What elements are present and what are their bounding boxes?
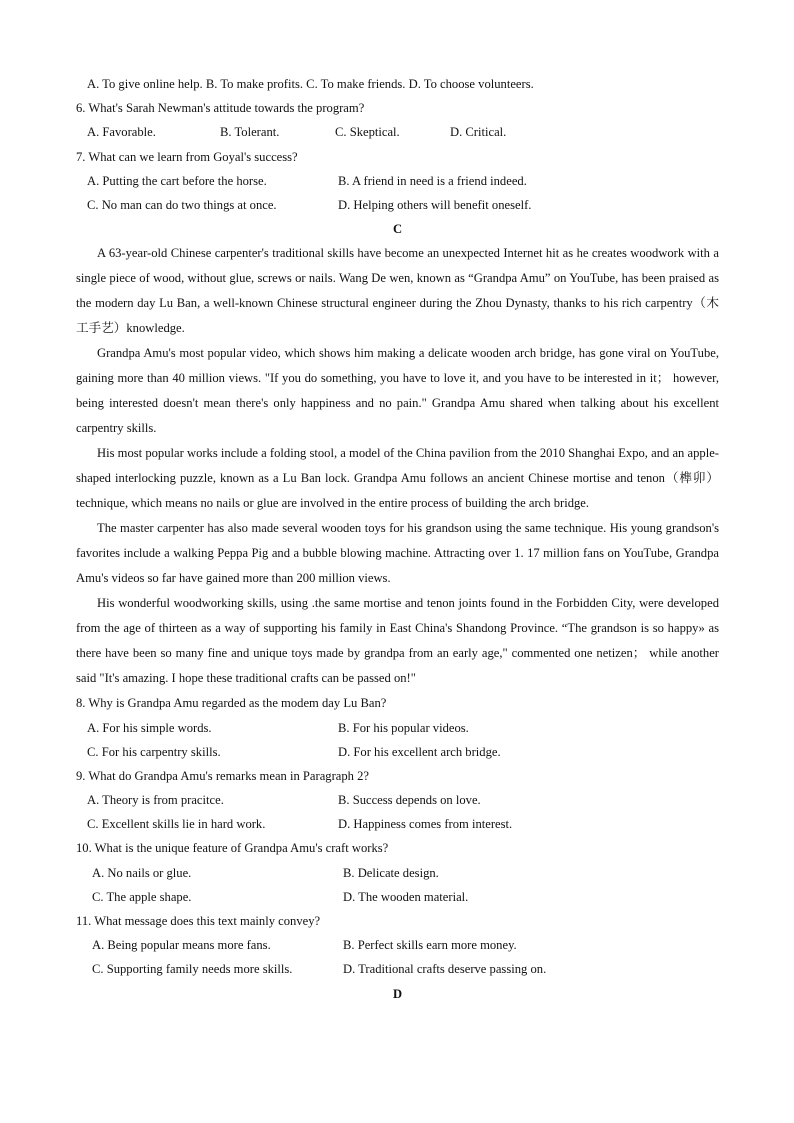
- q7-option-c: C. No man can do two things at once.: [87, 197, 277, 212]
- q6-option-b: B. Tolerant.: [220, 125, 280, 140]
- q10-option-a: A. No nails or glue.: [92, 865, 192, 880]
- q9-options-row2: [76, 812, 719, 836]
- passage-paragraph-4: The master carpenter has also made several wooden toys for his grandson using the same technique. His young grandson's favorites include a walking Peppa Pig and a bubble blowing machine. Attracting over 1. 17 million fans on YouTube, Grandpa Amu's videos so far have gained more than 200 million views.: [76, 521, 719, 586]
- q6-question: 6. What's Sarah Newman's attitude towards the program?: [76, 101, 365, 116]
- q8-option-c: C. For his carpentry skills.: [87, 744, 221, 759]
- q8-question: 8. Why is Grandpa Amu regarded as the modem day Lu Ban?: [76, 696, 387, 711]
- q9-options-row1: [76, 788, 719, 812]
- q11-option-d: D. Traditional crafts deserve passing on.: [343, 962, 547, 977]
- section-d-heading: D: [392, 986, 403, 1001]
- q9-option-d: D. Happiness comes from interest.: [338, 817, 513, 832]
- q9-option-a: A. Theory is from pracitce.: [87, 793, 224, 808]
- q7-option-d: D. Helping others will benefit oneself.: [338, 197, 532, 212]
- q11-options-row2: [76, 957, 719, 981]
- q10-options-row2: [76, 885, 719, 909]
- q10-options-row1: [76, 861, 719, 885]
- q9-option-c: C. Excellent skills lie in hard work.: [87, 817, 266, 832]
- q6-option-a: A. Favorable.: [87, 125, 156, 140]
- q8-options-row1: [76, 716, 719, 740]
- section-c-heading: C: [392, 222, 403, 237]
- q9-question: 9. What do Grandpa Amu's remarks mean in Paragraph 2?: [76, 768, 370, 783]
- q11-option-c: C. Supporting family needs more skills.: [92, 962, 293, 977]
- q10-option-d: D. The wooden material.: [343, 889, 469, 904]
- q8-options-row2: [76, 740, 719, 764]
- passage-paragraph-3: His most popular works include a folding stool, a model of the China pavilion from the 2010 Shanghai Expo, and an apple-shaped interlocking puzzle, known as a Lu Ban lock. Grandpa Amu follows an ancient Chinese mortise and tenon（榫卯）technique, which means no nails or glue are involved in the entire process of building the arch bridge.: [76, 446, 719, 511]
- q7-options-row2: [76, 193, 719, 217]
- q8-option-d: D. For his excellent arch bridge.: [338, 744, 501, 759]
- q11-options-row1: [76, 933, 719, 957]
- q7-options-row1: [76, 169, 719, 193]
- exam-page: [76, 72, 719, 1006]
- q11-question: 11. What message does this text mainly convey?: [76, 914, 321, 928]
- q7-option-b: B. A friend in need is a friend indeed.: [338, 173, 527, 188]
- q7-question: 7. What can we learn from Goyal's success?: [76, 149, 298, 164]
- q7-option-a: A. Putting the cart before the horse.: [87, 173, 267, 188]
- q6-option-c: C. Skeptical.: [335, 125, 400, 140]
- q6-options: [76, 120, 719, 144]
- q8-option-a: A. For his simple words.: [87, 720, 212, 735]
- q11-option-b: B. Perfect skills earn more money.: [343, 938, 517, 953]
- q10-option-c: C. The apple shape.: [92, 889, 192, 904]
- q10-question: 10. What is the unique feature of Grandpa Amu's craft works?: [76, 841, 389, 856]
- q8-option-b: B. For his popular videos.: [338, 720, 469, 735]
- passage-paragraph-5: His wonderful woodworking skills, using .the same mortise and tenon joints found in the Forbidden City, were developed from the age of thirteen as a way of supporting his family in East China's Shandong Province. “The grandson is so happy» as there have been so many fine and unique toys made by grandpa from an early age," commented one netizen； while another said "It's amazing. I hope these traditional crafts can be passed on!": [76, 596, 719, 686]
- q11-option-a: A. Being popular means more fans.: [92, 938, 271, 953]
- passage-paragraph-2: Grandpa Amu's most popular video, which shows him making a delicate wooden arch bridge, has gone viral on YouTube, gaining more than 40 million views. "If you do something, you have to love it, and you have to be interested in it； however, being interested doesn't mean there's only happiness and no pain." Grandpa Amu shared when talking about his excellent carpentry skills.: [76, 346, 719, 436]
- passage-paragraph-1: A 63-year-old Chinese carpenter's traditional skills have become an unexpected Internet hit as he creates woodwork with a single piece of wood, without glue, screws or nails. Wang De wen, known as “Grandpa Amu” on YouTube, has been praised as the modern day Lu Ban, a well-known Chinese structural engineer during the Zhou Dynasty, thanks to his rich carpentry（木工手艺）knowledge.: [76, 246, 719, 336]
- q10-option-b: B. Delicate design.: [343, 865, 439, 880]
- q5-options: A. To give online help. B. To make profits. C. To make friends. D. To choose volunteers.: [87, 77, 534, 91]
- q6-option-d: D. Critical.: [450, 125, 507, 140]
- q9-option-b: B. Success depends on love.: [338, 793, 481, 808]
